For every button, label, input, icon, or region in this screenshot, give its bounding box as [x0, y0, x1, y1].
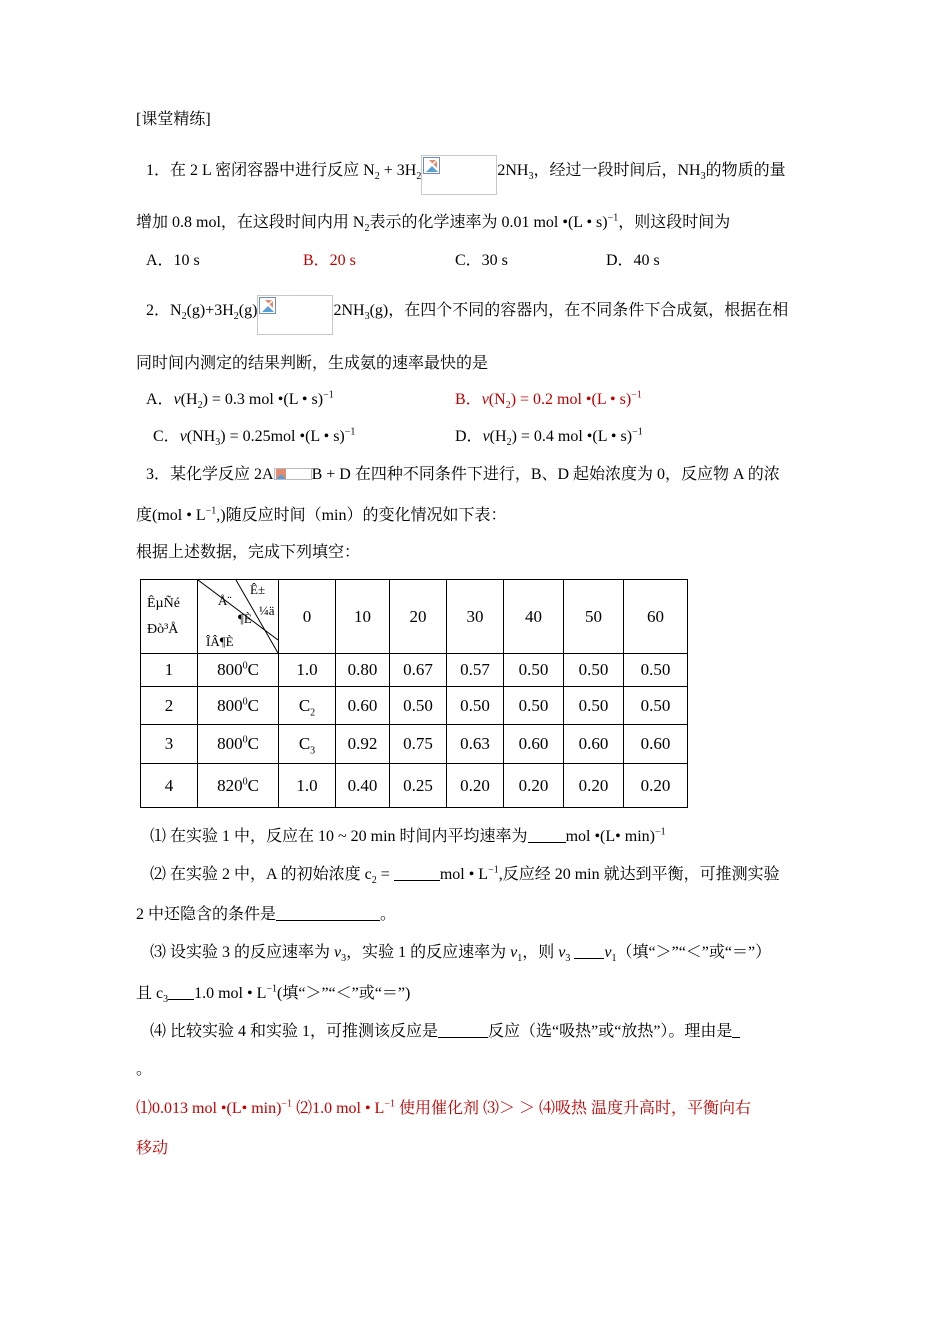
- q2-option-b: B．$v(N_2) = 0.2$ mol •(L • s)$^{-1}$: [455, 389, 642, 412]
- cell-value: 0.20: [447, 764, 504, 808]
- cell-value: 0.50: [447, 687, 504, 725]
- question-2-line-2: 同时间内测定的结果判断，生成氨的速率最快的是: [136, 355, 489, 372]
- header-concentration-label: Å¨: [218, 593, 232, 608]
- table-row: [141, 654, 688, 687]
- cell-value: 0.50: [624, 687, 688, 725]
- cell-value: 0.60: [564, 725, 624, 764]
- header-experiment-no: ÊµÑé Ðò³Å: [141, 580, 198, 654]
- equilibrium-arrow-image: [274, 468, 312, 480]
- question-2-line-1: 2．$N_2(g)+3H_2(g)$ $2NH_3(g)$，在四个不同的容器内，在不同条件下合成氨，根据在相: [146, 295, 788, 335]
- row-number: 2: [141, 687, 198, 725]
- row-c0: $C_3$: [279, 725, 336, 764]
- table-row: [141, 725, 688, 764]
- row-temperature: $800^0C$: [198, 687, 279, 725]
- answer-blank: [732, 1023, 740, 1038]
- q1-option-c: C．30 s: [455, 252, 508, 269]
- cell-value: 0.92: [336, 725, 390, 764]
- time-col-0: 0: [279, 580, 336, 654]
- sub-question-2-line-2: 2 中还隐含的条件是 。: [136, 906, 397, 923]
- row-c0: 1.0: [279, 764, 336, 808]
- cell-value: 0.25: [390, 764, 447, 808]
- answer-blank: [528, 828, 566, 843]
- cell-value: 0.20: [564, 764, 624, 808]
- cell-value: 0.40: [336, 764, 390, 808]
- cell-value: 0.50: [564, 687, 624, 725]
- cell-value: 0.50: [624, 654, 688, 687]
- q2-option-c: C．$v(NH_3) = 0.25mol$ •(L • s)$^{-1}$: [153, 426, 356, 449]
- sub-question-4: ⑷ 比较实验 4 和实验 1，可推测该反应是 反应（选“吸热”或“放热”）。理由是: [150, 1022, 740, 1042]
- cell-value: 0.60: [336, 687, 390, 725]
- cell-value: 0.63: [447, 725, 504, 764]
- q1-option-d: D．40 s: [606, 252, 660, 269]
- table-row: [141, 764, 688, 808]
- row-number: 3: [141, 725, 198, 764]
- time-col-40: 40: [504, 580, 564, 654]
- header-diagonal-cell: [198, 580, 279, 654]
- question-1-line-2: 增加 0.8 mol，在这段时间内用 $N_2$表示的化学速率为 0.01 mol •(L • s)$^{-1}$，则这段时间为: [136, 212, 731, 235]
- q1-option-a: A．10 s: [146, 252, 200, 269]
- section-title: [课堂精练]: [136, 111, 211, 128]
- answer-blank: [574, 944, 604, 959]
- row-c0: 1.0: [279, 654, 336, 687]
- q2-option-a: A．$v(H_2) = 0.3$ mol •(L • s)$^{-1}$: [146, 389, 334, 412]
- cell-value: 0.20: [504, 764, 564, 808]
- row-c0: $C_2$: [279, 687, 336, 725]
- row-temperature: $800^0C$: [198, 654, 279, 687]
- sub-question-3-line-1: ⑶ 设实验 3 的反应速率为 $v_3$，实验 1 的反应速率为 $v_1$，则 $v_3$ $v_1$（填“＞”“＜”或“＝”）: [150, 944, 772, 965]
- broken-image-icon: [276, 469, 286, 479]
- broken-image-icon: [259, 297, 276, 314]
- time-col-30: 30: [447, 580, 504, 654]
- time-col-20: 20: [390, 580, 447, 654]
- cell-value: 0.67: [390, 654, 447, 687]
- time-col-10: 10: [336, 580, 390, 654]
- cell-value: 0.50: [390, 687, 447, 725]
- cell-value: 0.60: [624, 725, 688, 764]
- question-3-line-1: 3．某化学反应 2A B + D 在四种不同条件下进行，B、D 起始浓度为 0，反应物 A 的浓: [146, 466, 780, 483]
- answer-blank: [168, 985, 194, 1000]
- q1-option-b: B．20 s: [303, 252, 356, 269]
- equilibrium-arrow-image: [257, 295, 333, 335]
- row-number: 1: [141, 654, 198, 687]
- question-1-line-1: 1．在 2 L 密闭容器中进行反应 $N_2 + 3H_2$ $2NH_3$，经过一段时间后，$NH_3$的物质的量: [146, 155, 786, 195]
- concentration-table: [140, 579, 688, 808]
- time-col-60: 60: [624, 580, 688, 654]
- broken-image-icon: [423, 157, 440, 174]
- sub-question-3-line-2: 且 $c_3$ 1.0 mol • $L^{-1}$(填“＞”“＜”或“＝”): [136, 983, 411, 1006]
- equilibrium-arrow-image: [421, 155, 497, 195]
- cell-value: 0.57: [447, 654, 504, 687]
- header-time-label: Ê±: [250, 582, 266, 597]
- answer-blank: [394, 866, 440, 881]
- header-time-label-2: ¼ä: [259, 603, 275, 618]
- sub-question-1: ⑴ 在实验 1 中，反应在 10 ~ 20 min 时间内平均速率为 mol •(L• min)$^{-1}$: [150, 826, 666, 845]
- table-row: [141, 687, 688, 725]
- row-number: 4: [141, 764, 198, 808]
- q2-option-d: D．$v(H_2) = 0.4$ mol •(L • s)$^{-1}$: [455, 426, 643, 449]
- time-col-50: 50: [564, 580, 624, 654]
- answer-blank: [438, 1023, 488, 1038]
- question-3-line-3: 根据上述数据，完成下列填空：: [136, 544, 361, 561]
- sub-question-2-line-1: ⑵ 在实验 2 中，A 的初始浓度 $c_2$ = mol • $L^{-1}$,反应经 20 min 就达到平衡，可推测实验: [150, 864, 780, 887]
- answer-line-2: 移动: [136, 1140, 169, 1157]
- cell-value: 0.75: [390, 725, 447, 764]
- cell-value: 0.60: [504, 725, 564, 764]
- question-3-line-2: 度(mol • $L^{-1}$,)随反应时间（min）的变化情况如下表：: [136, 505, 507, 524]
- table-header-row: [141, 580, 688, 654]
- cell-value: 0.50: [564, 654, 624, 687]
- answer-blank: [276, 906, 380, 921]
- cell-value: 0.20: [624, 764, 688, 808]
- row-temperature: $820^0C$: [198, 764, 279, 808]
- cell-value: 0.50: [504, 654, 564, 687]
- sub-question-4-end: 。: [136, 1061, 153, 1078]
- answer-line-1: ⑴0.013 mol •(L• min)$^{-1}$ ⑵1.0 mol • $L^{-1}$ 使用催化剂 ⑶＞ ＞ ⑷吸热 温度升高时，平衡向右: [136, 1098, 751, 1117]
- cell-value: 0.50: [504, 687, 564, 725]
- row-temperature: $800^0C$: [198, 725, 279, 764]
- header-concentration-label-2: ¶È: [238, 611, 252, 626]
- cell-value: 0.80: [336, 654, 390, 687]
- header-temperature-label: ÎÂ¶È: [206, 634, 234, 649]
